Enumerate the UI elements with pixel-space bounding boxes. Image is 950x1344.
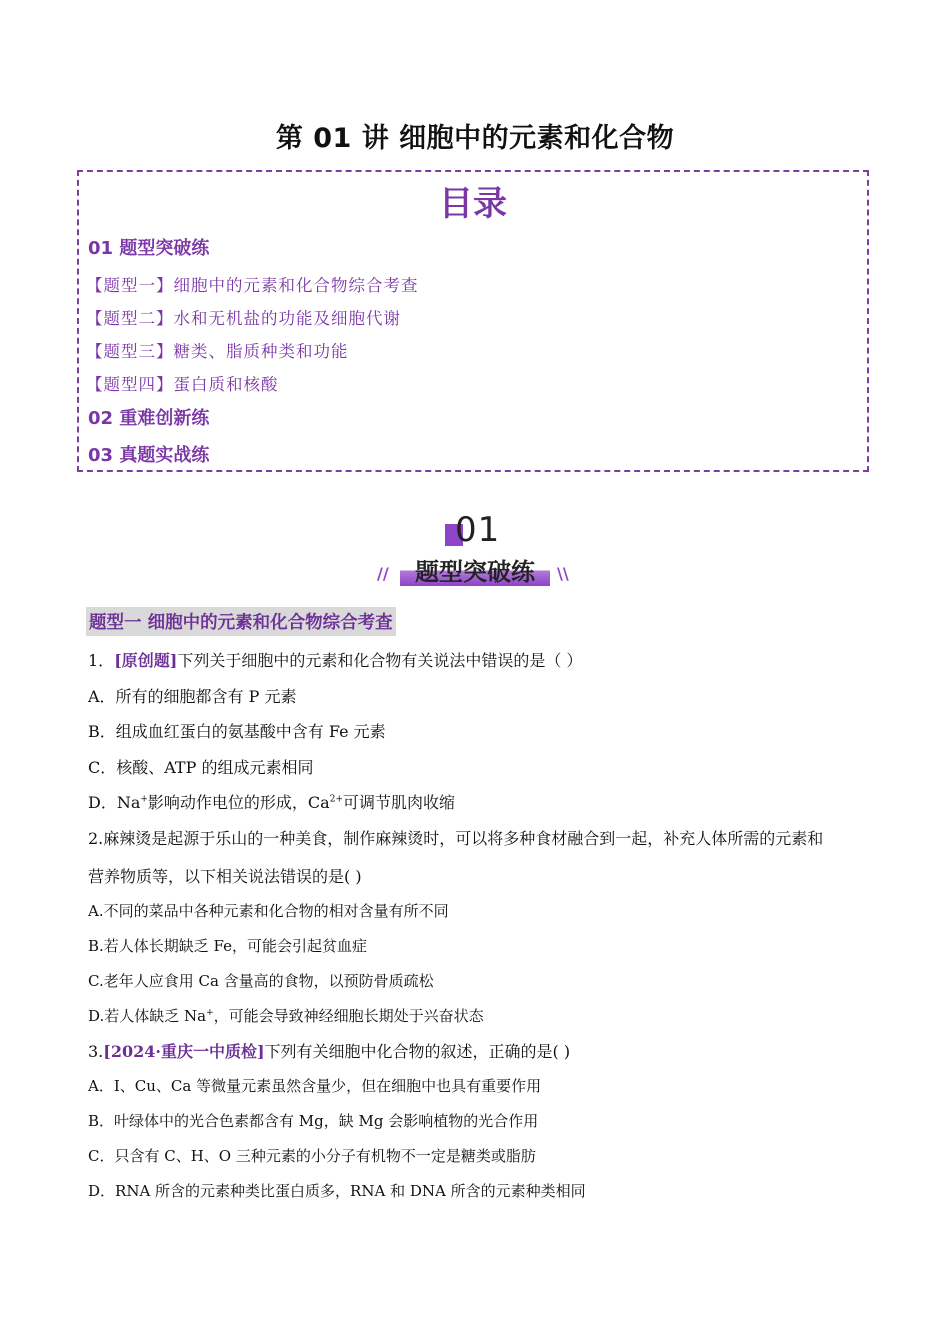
q3-stem bbox=[88, 1039, 570, 1062]
q3-option-d[interactable]: D．RNA 所含的元素种类比蛋白质多，RNA 和 DNA 所含的元素种类相同 bbox=[88, 1182, 586, 1200]
toc-section-3[interactable]: 03 真题实战练 bbox=[88, 445, 210, 466]
q1-option-b[interactable]: B．组成血红蛋白的氨基酸中含有 Fe 元素 bbox=[88, 722, 386, 741]
q1-option-d[interactable] bbox=[88, 790, 455, 813]
q1-tag: [原创题] bbox=[114, 651, 178, 670]
q2-stem-line1: 2.麻辣烫是起源于乐山的一种美食，制作麻辣烫时，可以将多种食材融合到一起，补充人体所需的元素和 bbox=[88, 829, 824, 848]
q3-option-a[interactable]: A．I、Cu、Ca 等微量元素虽然含量少，但在细胞中也具有重要作用 bbox=[88, 1077, 542, 1095]
toc-item-type4[interactable]: 【题型四】蛋白质和核酸 bbox=[86, 375, 279, 394]
table-of-contents bbox=[77, 170, 869, 472]
q1-d-part3: 可调节肌肉收缩 bbox=[343, 793, 456, 812]
q2-option-b[interactable]: B.若人体长期缺乏 Fe，可能会引起贫血症 bbox=[88, 937, 368, 955]
q1-option-c[interactable]: C．核酸、ATP 的组成元素相同 bbox=[88, 758, 314, 777]
q3-option-c[interactable]: C．只含有 C、H、O 三种元素的小分子有机物不一定是糖类或脂肪 bbox=[88, 1147, 536, 1165]
badge-label: 题型突破练 bbox=[415, 558, 535, 586]
q3-stem-text: 下列有关细胞中化合物的叙述，正确的是( ) bbox=[264, 1042, 571, 1061]
section-badge bbox=[375, 508, 575, 590]
q1-d-part2: 影响动作电位的形成，Ca bbox=[147, 793, 330, 812]
badge-slash-left: // bbox=[377, 564, 389, 583]
toc-item-type2[interactable]: 【题型二】水和无机盐的功能及细胞代谢 bbox=[86, 309, 401, 328]
badge-slash-right: \\ bbox=[557, 564, 569, 583]
q2-option-c[interactable]: C.老年人应食用 Ca 含量高的食物，以预防骨质疏松 bbox=[88, 972, 434, 990]
toc-heading: 目录 bbox=[439, 184, 507, 224]
q2-option-a[interactable]: A.不同的菜品中各种元素和化合物的相对含量有所不同 bbox=[88, 902, 449, 920]
q1-stem-text: 下列关于细胞中的元素和化合物有关说法中错误的是（ ） bbox=[177, 651, 583, 670]
q1-d-part1: D．Na bbox=[88, 793, 141, 812]
q1-d-sup1: + bbox=[140, 794, 148, 805]
q3-option-b[interactable]: B．叶绿体中的光合色素都含有 Mg，缺 Mg 会影响植物的光合作用 bbox=[88, 1112, 539, 1130]
q2-stem-line2: 营养物质等，以下相关说法错误的是( ) bbox=[88, 867, 362, 886]
q1-d-sup2: 2+ bbox=[329, 794, 343, 805]
q1-stem bbox=[88, 648, 582, 671]
badge-number: 01 bbox=[455, 510, 501, 550]
toc-item-type3[interactable]: 【题型三】糖类、脂质种类和功能 bbox=[86, 342, 349, 361]
q2-d-sup: + bbox=[206, 1008, 214, 1018]
page-title: 第 01 讲 细胞中的元素和化合物 bbox=[275, 123, 675, 154]
type1-heading: 题型一 细胞中的元素和化合物综合考查 bbox=[86, 607, 396, 636]
toc-section-2[interactable]: 02 重难创新练 bbox=[88, 408, 210, 429]
q1-number: 1． bbox=[88, 651, 115, 670]
q1-option-a[interactable]: A．所有的细胞都含有 P 元素 bbox=[88, 687, 297, 706]
q2-d-part2: ，可能会导致神经细胞长期处于兴奋状态 bbox=[213, 1007, 484, 1025]
q2-d-part1: D.若人体缺乏 Na bbox=[88, 1007, 207, 1025]
q3-tag: [2024·重庆一中质检] bbox=[103, 1042, 265, 1061]
q2-option-d[interactable] bbox=[88, 1005, 484, 1026]
toc-item-type1[interactable]: 【题型一】细胞中的元素和化合物综合考查 bbox=[86, 276, 419, 295]
q3-number: 3. bbox=[88, 1042, 104, 1061]
toc-section-1[interactable]: 01 题型突破练 bbox=[88, 238, 210, 259]
